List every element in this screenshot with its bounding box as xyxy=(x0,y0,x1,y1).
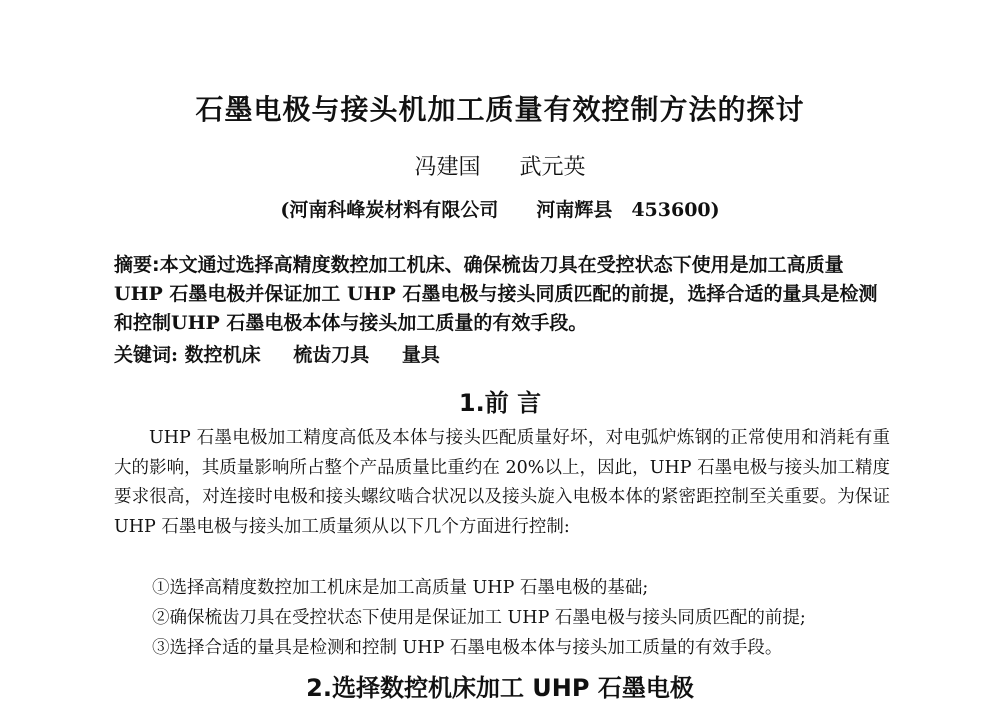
author-name: 武元英 xyxy=(519,155,586,180)
body-paragraph: UHP 石墨电极加工精度高低及本体与接头匹配质量好坏，对电弧炉炼钢的正常使用和消耗有重大的影响，其质量影响所占整个产品质量比重约在 20%以上，因此，UHP 石墨电极与接头加工精度要求很高，对连接时电极和接头螺纹啮合状况以及接头旋入电极本体的紧密距控制至关重要。为保证 UHP 石墨电极与接头加工质量须从以下几个方面进行控制: xyxy=(114,428,890,537)
paper-title: 石墨电极与接头机加工质量有效控制方法的探讨 xyxy=(195,93,805,126)
section-heading: 1.前 言 xyxy=(458,389,542,417)
author-name: 冯建国 xyxy=(414,155,481,180)
keyword: 数控机床 xyxy=(184,344,261,366)
author-list xyxy=(0,150,1000,181)
affiliation: (河南科峰炭材料有限公司 河南辉县 453600) xyxy=(280,199,720,221)
list-item: ③选择合适的量具是检测和控制 UHP 石墨电极本体与接头加工质量的有效手段。 xyxy=(152,638,783,658)
keyword: 量具 xyxy=(401,344,440,366)
abstract-text: 本文通过选择高精度数控加工机床、确保梳齿刀具在受控状态下使用是加工高质量 UHP 石墨电极并保证加工 UHP 石墨电极与接头同质匹配的前提，选择合适的量具是检测和控制UHP 石墨电极本体与接头加工质量的有效手段。 xyxy=(114,254,878,334)
keywords xyxy=(114,340,890,367)
abstract xyxy=(114,251,890,338)
list-item: ②确保梳齿刀具在受控状态下使用是保证加工 UHP 石墨电极与接头同质匹配的前提; xyxy=(152,608,806,628)
keyword: 梳齿刀具 xyxy=(293,344,370,366)
section-heading: 2.选择数控机床加工 UHP 石墨电极 xyxy=(306,674,694,702)
list-item: ①选择高精度数控加工机床是加工高质量 UHP 石墨电极的基础; xyxy=(152,578,649,598)
abstract-label: 摘要: xyxy=(114,254,160,276)
numbered-list xyxy=(152,573,892,663)
keywords-label: 关键词: xyxy=(114,344,179,366)
